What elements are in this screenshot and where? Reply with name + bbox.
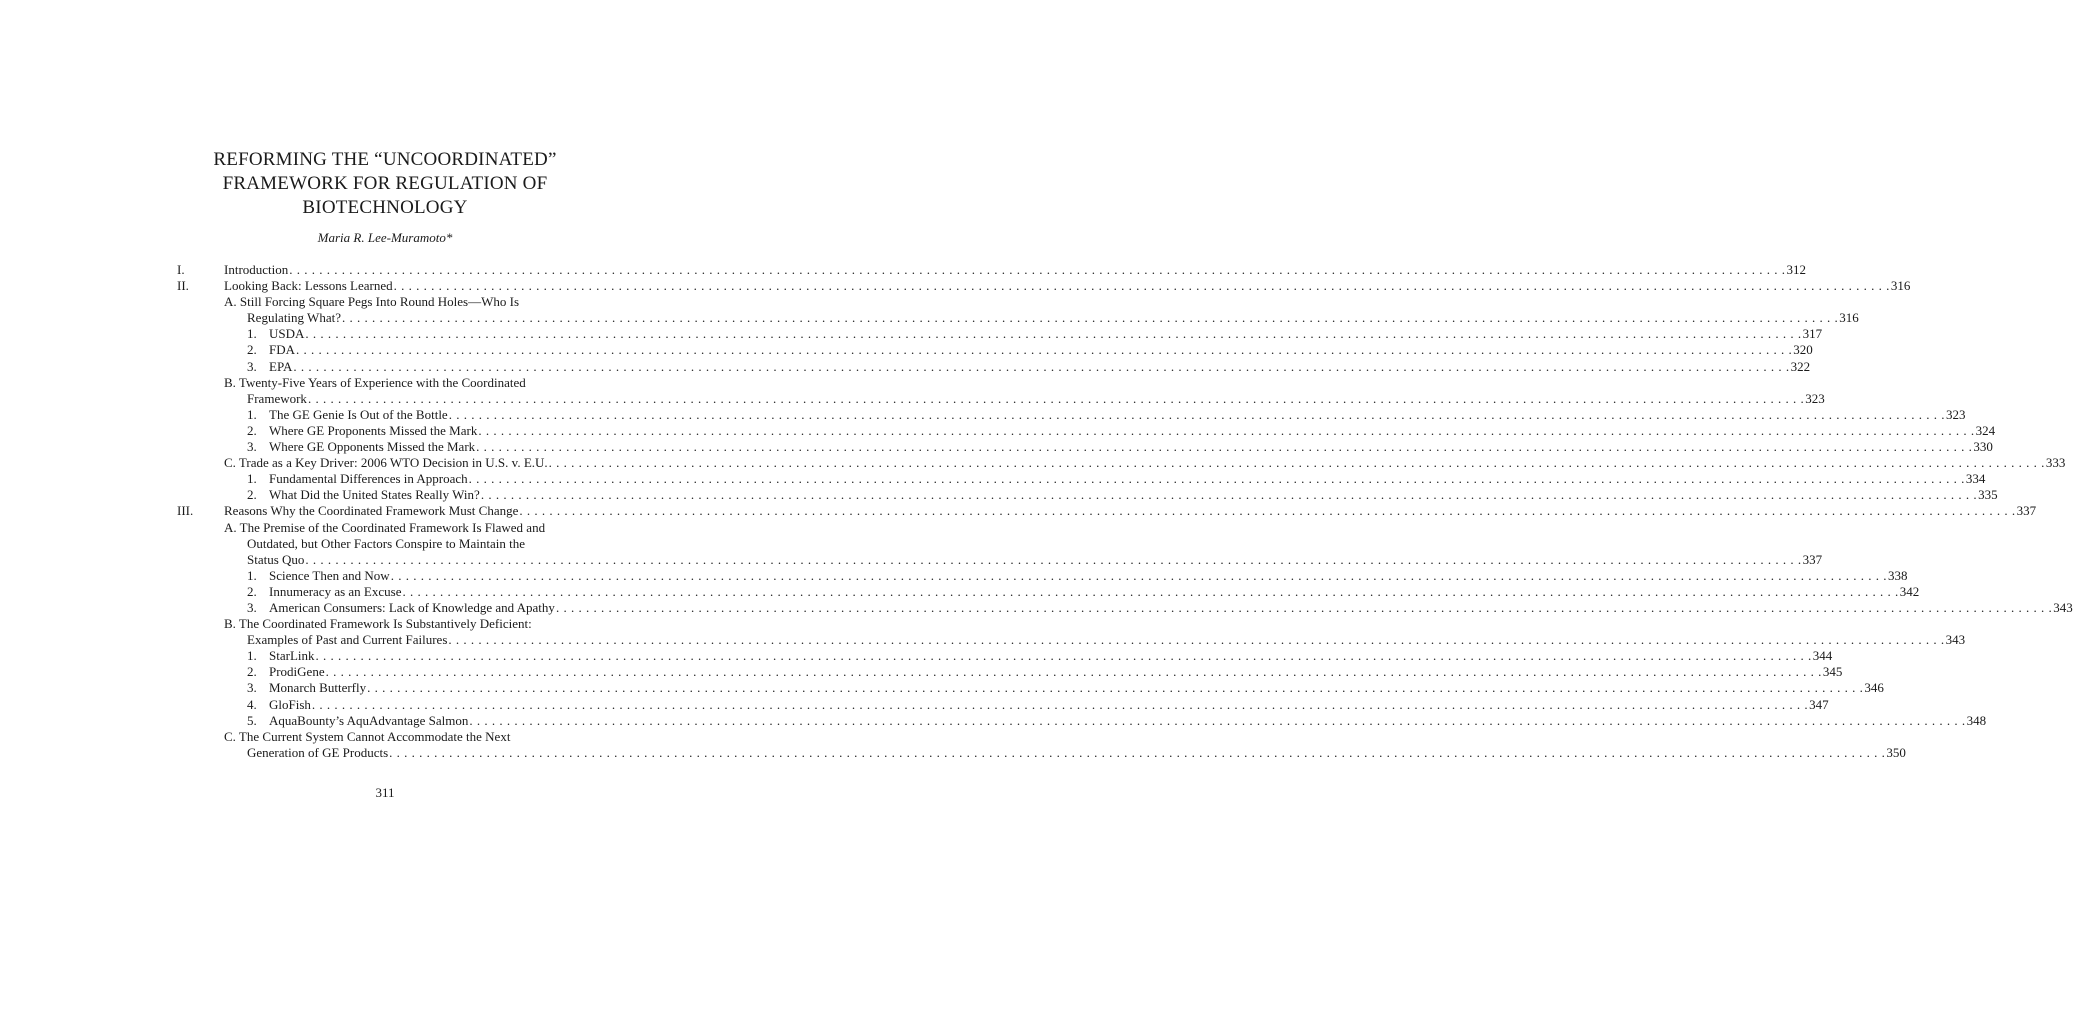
toc-number: 1. <box>247 326 257 342</box>
toc-entry <box>269 471 1986 487</box>
dot-leader: . . . . . . . . . . . . . . . . . . . . . . . . . . . . . . . . . . . . . . . . . . . . . . . . . . . . . . . . . . . . . . . . . . . . . . . . . . . . . . . . . . . . . . . . . . . . . . . . . . . . . . . . . . . . . . . . . . . . . . . . . . . . . . . . . . . . . . . . . . . . . . . . . . . . . . . . . . . . . . . . . . . . . . . . . . . . . . . . . . . . . . . . . . . . . . . . . . . . . . . . <box>393 278 1890 294</box>
title-line: FRAMEWORK FOR REGULATION OF <box>222 173 548 194</box>
toc-entry <box>269 583 1920 600</box>
toc-page-number: 316 <box>1890 278 1911 294</box>
toc-number: 3. <box>247 599 257 615</box>
toc-entry <box>269 406 1966 423</box>
toc-page-number: 337 <box>1802 551 1823 567</box>
toc-number: 2. <box>247 583 257 599</box>
toc-entry <box>269 439 1993 455</box>
toc-row <box>0 664 1843 680</box>
toc-entry <box>269 422 1996 439</box>
title-line: BIOTECHNOLOGY <box>302 197 468 218</box>
toc-page-number: 348 <box>1966 712 1987 728</box>
toc-row <box>0 375 770 391</box>
toc-row <box>0 599 2073 616</box>
toc-row <box>0 278 1911 294</box>
toc-row <box>0 680 1884 696</box>
toc-page-number: 337 <box>2016 503 2037 519</box>
toc-entry <box>269 599 2073 616</box>
toc-entry <box>224 262 1807 278</box>
toc-row <box>0 487 1998 503</box>
toc-entry-title: The GE Genie Is Out of the Bottle <box>269 406 448 422</box>
dot-leader: . . . . . . . . . . . . . . . . . . . . . . . . . . . . . . . . . . . . . . . . . . . . . . . . . . . . . . . . . . . . . . . . . . . . . . . . . . . . . . . . . . . . . . . . . . . . . . . . . . . . . . . . . . . . . . . . . . . . . . . . . . . . . . . . . . . . . . . . . . . . . . . . . . . . . . . . . . . . . . . . . . . . . . . . . . . . . . . . . . . . . . . . . . . . . . . . . . . . . . . . <box>289 262 1786 277</box>
dot-leader: . . . . . . . . . . . . . . . . . . . . . . . . . . . . . . . . . . . . . . . . . . . . . . . . . . . . . . . . . . . . . . . . . . . . . . . . . . . . . . . . . . . . . . . . . . . . . . . . . . . . . . . . . . . . . . . . . . . . . . . . . . . . . . . . . . . . . . . . . . . . . . . . . . . . . . . . . . . . . . . . . . . . . . . . . . . . . . . . . . . . . . . . . . . . . . . . . . . . . . . . <box>341 310 1839 326</box>
toc-entry-title: FDA <box>269 342 296 358</box>
toc-entry-title: American Consumers: Lack of Knowledge and Apathy <box>269 599 555 615</box>
dot-leader: . . . . . . . . . . . . . . . . . . . . . . . . . . . . . . . . . . . . . . . . . . . . . . . . . . . . . . . . . . . . . . . . . . . . . . . . . . . . . . . . . . . . . . . . . . . . . . . . . . . . . . . . . . . . . . . . . . . . . . . . . . . . . . . . . . . . . . . . . . . . . . . . . . . . . . . . . . . . . . . . . . . . . . . . . . . . . . . . . . . . . . . . . . . . . . . . . . . . . . . . <box>296 342 1793 358</box>
toc-page-number: 343 <box>2053 599 2073 615</box>
toc-page-number: 334 <box>1965 471 1986 487</box>
toc-entry-title: Fundamental Differences in Approach <box>269 471 468 487</box>
toc-page-number: 342 <box>1899 583 1920 599</box>
toc-page-number: 350 <box>1886 744 1906 760</box>
toc-entry <box>247 310 1859 326</box>
toc-entry <box>269 680 1884 696</box>
toc-entry-title: Reasons Why the Coordinated Framework Must Change <box>224 503 519 519</box>
toc-row <box>0 729 770 745</box>
toc-entry <box>269 358 1811 375</box>
toc-heading-line: A. Still Forcing Square Pegs Into Round Holes—Who Is <box>224 294 520 310</box>
toc-number: 1. <box>247 648 257 664</box>
toc-number: I. <box>177 262 185 277</box>
toc-entry-title: Introduction <box>224 262 289 277</box>
title-line: REFORMING THE “UNCOORDINATED” <box>213 149 557 170</box>
toc-row <box>0 583 1920 600</box>
toc-entry <box>224 455 2066 471</box>
dot-leader: . . . . . . . . . . . . . . . . . . . . . . . . . . . . . . . . . . . . . . . . . . . . . . . . . . . . . . . . . . . . . . . . . . . . . . . . . . . . . . . . . . . . . . . . . . . . . . . . . . . . . . . . . . . . . . . . . . . . . . . . . . . . . . . . . . . . . . . . . . . . . . . . . . . . . . . . . . . . . . . . . . . . . . . . . . . . . . . . . . . . . . . . . . . . . . . . . . . . . . . . <box>389 744 1886 760</box>
toc-entry <box>224 278 1911 294</box>
dot-leader: . . . . . . . . . . . . . . . . . . . . . . . . . . . . . . . . . . . . . . . . . . . . . . . . . . . . . . . . . . . . . . . . . . . . . . . . . . . . . . . . . . . . . . . . . . . . . . . . . . . . . . . . . . . . . . . . . . . . . . . . . . . . . . . . . . . . . . . . . . . . . . . . . . . . . . . . . . . . . . . . . . . . . . . . . . . . . . . . . . . . . . . . . . . . . . . . . . . . . . . . <box>480 487 1978 503</box>
toc-row <box>0 390 1825 407</box>
dot-leader: . . . . . . . . . . . . . . . . . . . . . . . . . . . . . . . . . . . . . . . . . . . . . . . . . . . . . . . . . . . . . . . . . . . . . . . . . . . . . . . . . . . . . . . . . . . . . . . . . . . . . . . . . . . . . . . . . . . . . . . . . . . . . . . . . . . . . . . . . . . . . . . . . . . . . . . . . . . . . . . . . . . . . . . . . . . . . . . . . . . . . . . . . . . . . . . . . . . . . . . . <box>476 439 1973 455</box>
toc-row <box>0 342 1813 358</box>
table-of-contents <box>0 262 2073 761</box>
dot-leader: . . . . . . . . . . . . . . . . . . . . . . . . . . . . . . . . . . . . . . . . . . . . . . . . . . . . . . . . . . . . . . . . . . . . . . . . . . . . . . . . . . . . . . . . . . . . . . . . . . . . . . . . . . . . . . . . . . . . . . . . . . . . . . . . . . . . . . . . . . . . . . . . . . . . . . . . . . . . . . . . . . . . . . . . . . . . . . . . . . . . . . . . . . . . . . . . . . . . . . . . <box>390 567 1887 583</box>
toc-entry <box>269 567 1908 584</box>
dot-leader: . . . . . . . . . . . . . . . . . . . . . . . . . . . . . . . . . . . . . . . . . . . . . . . . . . . . . . . . . . . . . . . . . . . . . . . . . . . . . . . . . . . . . . . . . . . . . . . . . . . . . . . . . . . . . . . . . . . . . . . . . . . . . . . . . . . . . . . . . . . . . . . . . . . . . . . . . . . . . . . . . . . . . . . . . . . . . . . . . . . . . . . . . . . . . . . . . . . . . . . . <box>293 358 1790 374</box>
toc-page-number: 347 <box>1809 696 1829 712</box>
toc-page-number: 324 <box>1975 422 1996 438</box>
dot-leader: . . . . . . . . . . . . . . . . . . . . . . . . . . . . . . . . . . . . . . . . . . . . . . . . . . . . . . . . . . . . . . . . . . . . . . . . . . . . . . . . . . . . . . . . . . . . . . . . . . . . . . . . . . . . . . . . . . . . . . . . . . . . . . . . . . . . . . . . . . . . . . . . . . . . . . . . . . . . . . . . . . . . . . . . . . . . . . . . . . . . . . . . . . . . . . . . . . . . . . . . <box>448 632 1945 648</box>
toc-page-number: 323 <box>1805 390 1825 406</box>
toc-entry-title: Monarch Butterfly <box>269 680 367 696</box>
toc-number: 3. <box>247 358 257 374</box>
toc-row <box>0 616 770 632</box>
toc-heading-line: C. The Current System Cannot Accommodate the Next <box>224 728 511 744</box>
toc-entry <box>269 342 1813 358</box>
article-title <box>150 148 620 220</box>
toc-entry <box>269 648 1833 664</box>
author-name: Maria R. Lee-Muramoto* <box>317 230 453 245</box>
toc-row <box>0 310 1859 326</box>
dot-leader: . . . . . . . . . . . . . . . . . . . . . . . . . . . . . . . . . . . . . . . . . . . . . . . . . . . . . . . . . . . . . . . . . . . . . . . . . . . . . . . . . . . . . . . . . . . . . . . . . . . . . . . . . . . . . . . . . . . . . . . . . . . . . . . . . . . . . . . . . . . . . . . . . . . . . . . . . . . . . . . . . . . . . . . . . . . . . . . . . . . . . . . . . . . . . . . . . . . . . . . . <box>307 390 1805 406</box>
toc-row <box>0 696 1829 713</box>
toc-row <box>0 744 1906 761</box>
toc-page-number: 316 <box>1839 310 1859 326</box>
toc-page-number: 320 <box>1793 342 1813 358</box>
toc-number: 4. <box>247 696 257 712</box>
toc-row <box>0 455 2066 471</box>
toc-entry <box>269 696 1829 713</box>
toc-number: 2. <box>247 487 257 503</box>
toc-heading-line: A. The Premise of the Coordinated Framework Is Flawed and <box>224 519 546 535</box>
toc-page-number: 312 <box>1786 262 1807 277</box>
toc-entry-title: Examples of Past and Current Failures <box>247 632 448 648</box>
toc-page-number: 330 <box>1973 439 1993 455</box>
toc-row <box>0 536 770 552</box>
dot-leader: . . . . . . . . . . . . . . . . . . . . . . . . . . . . . . . . . . . . . . . . . . . . . . . . . . . . . . . . . . . . . . . . . . . . . . . . . . . . . . . . . . . . . . . . . . . . . . . . . . . . . . . . . . . . . . . . . . . . . . . . . . . . . . . . . . . . . . . . . . . . . . . . . . . . . . . . . . . . . . . . . . . . . . . . . . . . . . . . . . . . . . . . . . . . . . . . . . . . . . . . <box>478 422 1975 438</box>
toc-entry-title: What Did the United States Really Win? <box>269 487 480 503</box>
toc-row <box>0 262 1807 278</box>
toc-entry <box>247 390 1825 407</box>
toc-entry-title: Generation of GE Products <box>247 744 389 760</box>
toc-number: 2. <box>247 664 257 680</box>
toc-page-number: 338 <box>1887 567 1908 583</box>
toc-entry-title: GloFish <box>269 696 311 712</box>
toc-entry-title: ProdiGene <box>269 664 325 680</box>
dot-leader: . . . . . . . . . . . . . . . . . . . . . . . . . . . . . . . . . . . . . . . . . . . . . . . . . . . . . . . . . . . . . . . . . . . . . . . . . . . . . . . . . . . . . . . . . . . . . . . . . . . . . . . . . . . . . . . . . . . . . . . . . . . . . . . . . . . . . . . . . . . . . . . . . . . . . . . . . . . . . . . . . . . . . . . . . . . . . . . . . . . . . . . . . . . . . . . . . . . . . . . . <box>305 326 1802 342</box>
toc-row <box>0 503 2037 519</box>
toc-number: 5. <box>247 712 257 728</box>
toc-entry-title: USDA <box>269 326 305 342</box>
dot-leader: . . . . . . . . . . . . . . . . . . . . . . . . . . . . . . . . . . . . . . . . . . . . . . . . . . . . . . . . . . . . . . . . . . . . . . . . . . . . . . . . . . . . . . . . . . . . . . . . . . . . . . . . . . . . . . . . . . . . . . . . . . . . . . . . . . . . . . . . . . . . . . . . . . . . . . . . . . . . . . . . . . . . . . . . . . . . . . . . . . . . . . . . . . . . . . . . . . . . . . . . <box>402 583 1899 599</box>
toc-number: III. <box>177 503 194 519</box>
toc-page-number: 345 <box>1822 664 1843 680</box>
toc-heading-line: B. Twenty-Five Years of Experience with the Coordinated <box>224 374 526 390</box>
dot-leader: . . . . . . . . . . . . . . . . . . . . . . . . . . . . . . . . . . . . . . . . . . . . . . . . . . . . . . . . . . . . . . . . . . . . . . . . . . . . . . . . . . . . . . . . . . . . . . . . . . . . . . . . . . . . . . . . . . . . . . . . . . . . . . . . . . . . . . . . . . . . . . . . . . . . . . . . . . . . . . . . . . . . . . . . . . . . . . . . . . . . . . . . . . . . . . . . . . . . . . . . <box>367 680 1864 696</box>
toc-number: 3. <box>247 439 257 455</box>
dot-leader: . . . . . . . . . . . . . . . . . . . . . . . . . . . . . . . . . . . . . . . . . . . . . . . . . . . . . . . . . . . . . . . . . . . . . . . . . . . . . . . . . . . . . . . . . . . . . . . . . . . . . . . . . . . . . . . . . . . . . . . . . . . . . . . . . . . . . . . . . . . . . . . . . . . . . . . . . . . . . . . . . . . . . . . . . . . . . . . . . . . . . . . . . . . . . . . . . . . . . . . . <box>315 648 1812 664</box>
dot-leader: . . . . . . . . . . . . . . . . . . . . . . . . . . . . . . . . . . . . . . . . . . . . . . . . . . . . . . . . . . . . . . . . . . . . . . . . . . . . . . . . . . . . . . . . . . . . . . . . . . . . . . . . . . . . . . . . . . . . . . . . . . . . . . . . . . . . . . . . . . . . . . . . . . . . . . . . . . . . . . . . . . . . . . . . . . . . . . . . . . . . . . . . . . . . . . . . . . . . . . . . <box>469 712 1966 728</box>
toc-page-number: 322 <box>1790 358 1811 374</box>
toc-entry <box>247 551 1823 568</box>
toc-page-number: 343 <box>1945 632 1966 648</box>
toc-row <box>0 294 770 310</box>
toc-row <box>0 520 770 536</box>
toc-page-number: 323 <box>1945 406 1966 422</box>
toc-entry-title: Where GE Proponents Missed the Mark <box>269 422 478 438</box>
dot-leader: . . . . . . . . . . . . . . . . . . . . . . . . . . . . . . . . . . . . . . . . . . . . . . . . . . . . . . . . . . . . . . . . . . . . . . . . . . . . . . . . . . . . . . . . . . . . . . . . . . . . . . . . . . . . . . . . . . . . . . . . . . . . . . . . . . . . . . . . . . . . . . . . . . . . . . . . . . . . . . . . . . . . . . . . . . . . . . . . . . . . . . . . . . . . . . . . . . . . . . . . <box>555 599 2053 615</box>
dot-leader: . . . . . . . . . . . . . . . . . . . . . . . . . . . . . . . . . . . . . . . . . . . . . . . . . . . . . . . . . . . . . . . . . . . . . . . . . . . . . . . . . . . . . . . . . . . . . . . . . . . . . . . . . . . . . . . . . . . . . . . . . . . . . . . . . . . . . . . . . . . . . . . . . . . . . . . . . . . . . . . . . . . . . . . . . . . . . . . . . . . . . . . . . . . . . . . . . . . . . . . . <box>448 406 1945 422</box>
toc-row <box>0 422 1996 439</box>
toc-entry-title: EPA <box>269 358 293 374</box>
toc-entry-title: Science Then and Now <box>269 567 390 583</box>
toc-entry <box>269 664 1843 680</box>
toc-number: 1. <box>247 406 257 422</box>
toc-number: 1. <box>247 567 257 583</box>
toc-row <box>0 439 1993 455</box>
toc-entry <box>224 503 2037 519</box>
toc-page-number: 335 <box>1978 487 1998 503</box>
toc-entry-title: AquaBounty’s AquAdvantage Salmon <box>269 712 469 728</box>
toc-entry <box>247 744 1906 761</box>
dot-leader: . . . . . . . . . . . . . . . . . . . . . . . . . . . . . . . . . . . . . . . . . . . . . . . . . . . . . . . . . . . . . . . . . . . . . . . . . . . . . . . . . . . . . . . . . . . . . . . . . . . . . . . . . . . . . . . . . . . . . . . . . . . . . . . . . . . . . . . . . . . . . . . . . . . . . . . . . . . . . . . . . . . . . . . . . . . . . . . . . . . . . . . . . . . . . . . . . . . . . . . . <box>468 471 1965 487</box>
toc-heading-line: Outdated, but Other Factors Conspire to Maintain the <box>247 535 526 551</box>
toc-number: 2. <box>247 422 257 438</box>
toc-entry-title: Status Quo <box>247 551 305 567</box>
toc-row <box>0 712 1987 729</box>
toc-row <box>0 406 1966 423</box>
toc-entry <box>247 632 1966 648</box>
toc-entry-title: Innumeracy as an Excuse <box>269 583 402 599</box>
toc-entry <box>269 712 1987 729</box>
toc-page-number: 333 <box>2045 455 2066 471</box>
toc-number: II. <box>177 278 189 294</box>
dot-leader: . . . . . . . . . . . . . . . . . . . . . . . . . . . . . . . . . . . . . . . . . . . . . . . . . . . . . . . . . . . . . . . . . . . . . . . . . . . . . . . . . . . . . . . . . . . . . . . . . . . . . . . . . . . . . . . . . . . . . . . . . . . . . . . . . . . . . . . . . . . . . . . . . . . . . . . . . . . . . . . . . . . . . . . . . . . . . . . . . . . . . . . . . . . . . . . . . . . . . . . . <box>325 664 1822 680</box>
toc-row <box>0 567 1908 584</box>
toc-page-number: 344 <box>1812 648 1833 664</box>
toc-row <box>0 648 1833 664</box>
toc-entry-title: Framework <box>247 390 307 406</box>
toc-entry <box>269 487 1998 503</box>
dot-leader: . . . . . . . . . . . . . . . . . . . . . . . . . . . . . . . . . . . . . . . . . . . . . . . . . . . . . . . . . . . . . . . . . . . . . . . . . . . . . . . . . . . . . . . . . . . . . . . . . . . . . . . . . . . . . . . . . . . . . . . . . . . . . . . . . . . . . . . . . . . . . . . . . . . . . . . . . . . . . . . . . . . . . . . . . . . . . . . . . . . . . . . . . . . . . . . . . . . . . . . . <box>548 455 2045 471</box>
toc-entry-title: Regulating What? <box>247 310 341 326</box>
toc-page-number: 317 <box>1802 326 1823 342</box>
toc-row <box>0 358 1811 375</box>
toc-row <box>0 551 1823 568</box>
toc-number: 1. <box>247 471 257 487</box>
toc-entry-title: Looking Back: Lessons Learned <box>224 278 393 294</box>
toc-entry-title: StarLink <box>269 648 315 664</box>
toc-row <box>0 632 1966 648</box>
toc-row <box>0 471 1986 487</box>
toc-page-number: 346 <box>1864 680 1884 696</box>
dot-leader: . . . . . . . . . . . . . . . . . . . . . . . . . . . . . . . . . . . . . . . . . . . . . . . . . . . . . . . . . . . . . . . . . . . . . . . . . . . . . . . . . . . . . . . . . . . . . . . . . . . . . . . . . . . . . . . . . . . . . . . . . . . . . . . . . . . . . . . . . . . . . . . . . . . . . . . . . . . . . . . . . . . . . . . . . . . . . . . . . . . . . . . . . . . . . . . . . . . . . . . . <box>311 696 1809 712</box>
page-number: 311 <box>375 785 395 800</box>
toc-number: 2. <box>247 342 257 358</box>
toc-entry-title: C. Trade as a Key Driver: 2006 WTO Decision in U.S. v. E.U. <box>224 455 548 471</box>
dot-leader: . . . . . . . . . . . . . . . . . . . . . . . . . . . . . . . . . . . . . . . . . . . . . . . . . . . . . . . . . . . . . . . . . . . . . . . . . . . . . . . . . . . . . . . . . . . . . . . . . . . . . . . . . . . . . . . . . . . . . . . . . . . . . . . . . . . . . . . . . . . . . . . . . . . . . . . . . . . . . . . . . . . . . . . . . . . . . . . . . . . . . . . . . . . . . . . . . . . . . . . . <box>519 503 2016 519</box>
toc-heading-line: B. The Coordinated Framework Is Substantively Deficient: <box>224 616 532 632</box>
toc-entry-title: Where GE Opponents Missed the Mark <box>269 439 476 455</box>
toc-entry <box>269 326 1823 342</box>
toc-number: 3. <box>247 680 257 696</box>
toc-row <box>0 326 1823 342</box>
dot-leader: . . . . . . . . . . . . . . . . . . . . . . . . . . . . . . . . . . . . . . . . . . . . . . . . . . . . . . . . . . . . . . . . . . . . . . . . . . . . . . . . . . . . . . . . . . . . . . . . . . . . . . . . . . . . . . . . . . . . . . . . . . . . . . . . . . . . . . . . . . . . . . . . . . . . . . . . . . . . . . . . . . . . . . . . . . . . . . . . . . . . . . . . . . . . . . . . . . . . . . . . <box>305 551 1802 567</box>
